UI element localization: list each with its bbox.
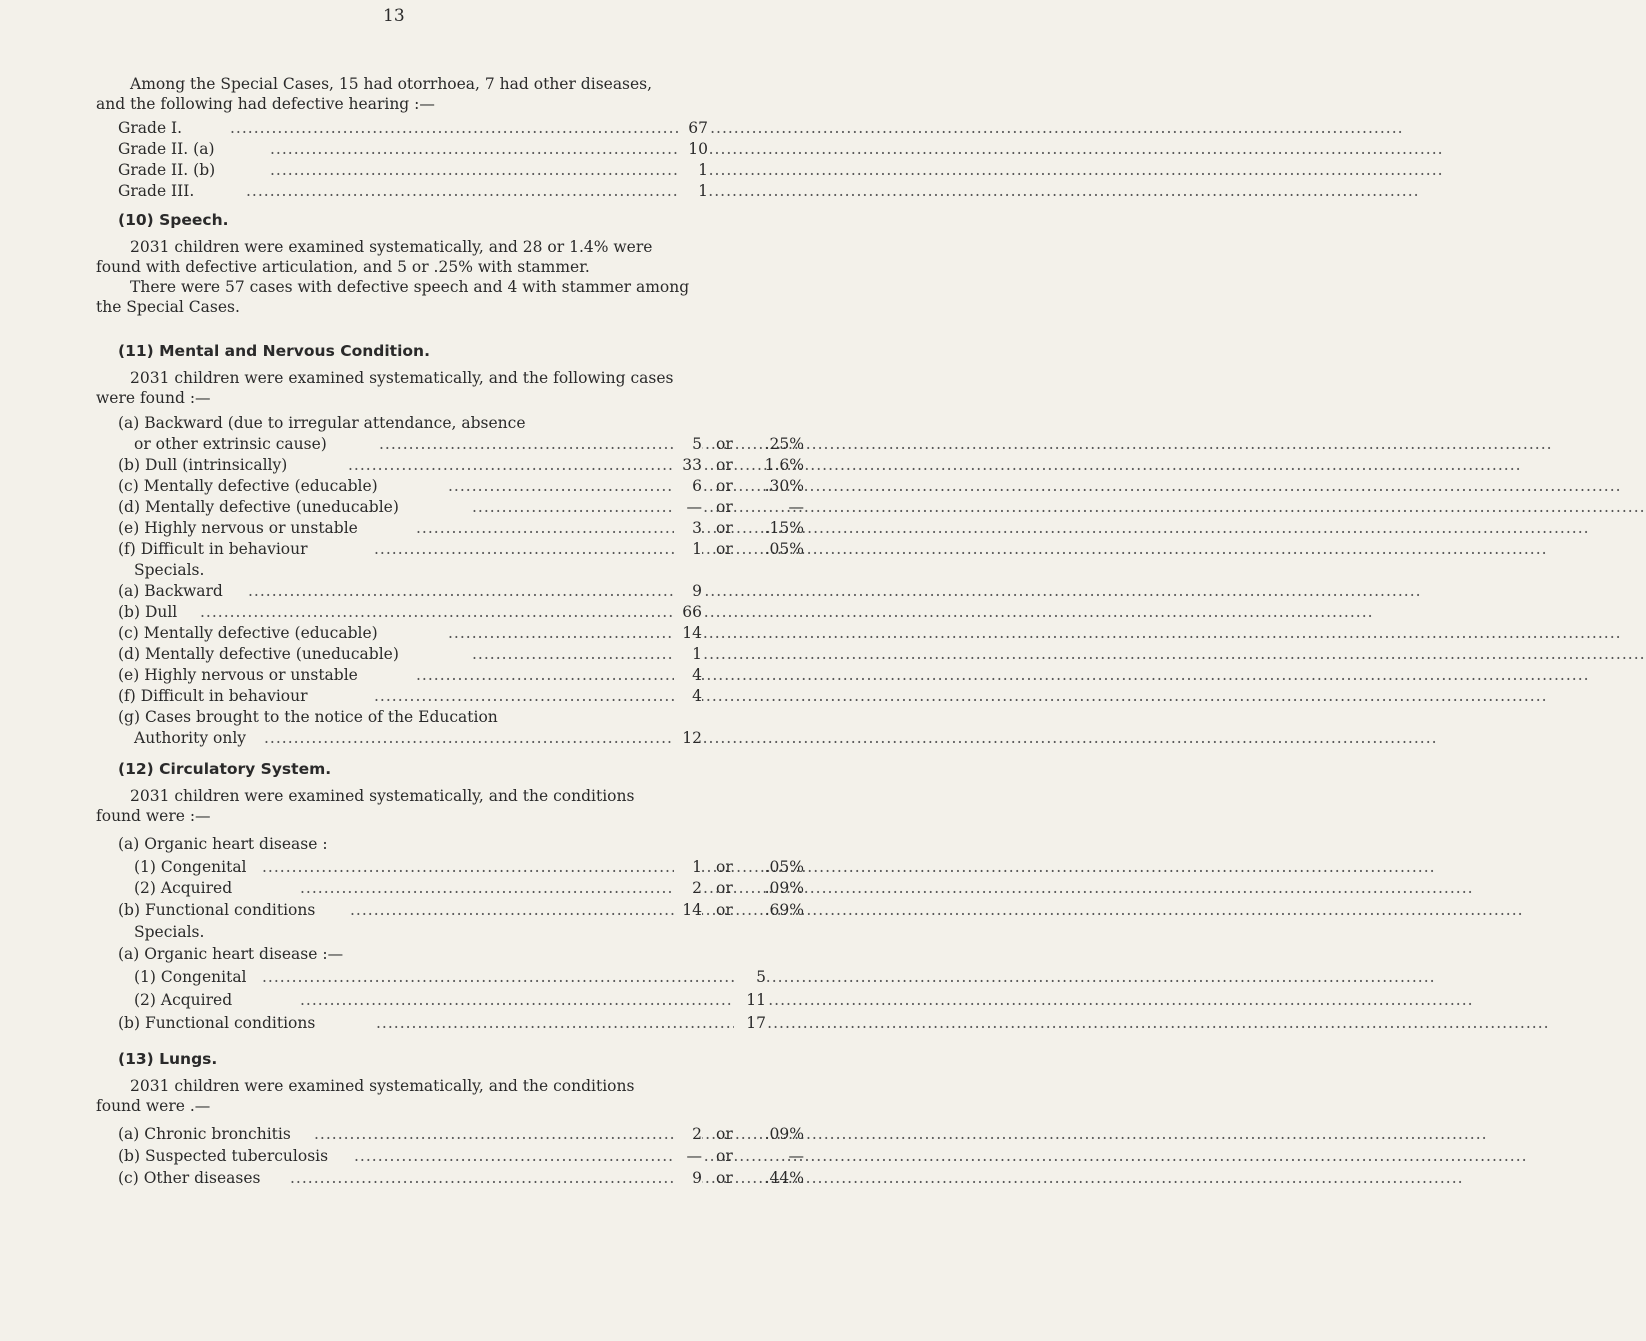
circulatory-percent: .05% <box>764 858 804 876</box>
leader-dots <box>379 434 679 454</box>
intro-paragraph <box>96 74 766 114</box>
mental-label: (a) Backward (due to irregular attendance, absence <box>118 414 526 432</box>
lungs-line: 2031 children were examined systematically, and the conditions <box>130 1077 635 1095</box>
leader-dots <box>230 118 680 138</box>
lungs-value: — <box>674 1146 702 1166</box>
mental-percent: .30% <box>764 477 804 495</box>
speech-line: There were 57 cases with defective speech and 4 with stammer among <box>130 278 690 296</box>
speech-paragraph <box>96 237 766 317</box>
page-number: 13 <box>383 6 405 26</box>
leader-dots <box>314 1124 678 1144</box>
leader-dots <box>264 728 678 748</box>
hearing-value: 1 <box>678 181 708 201</box>
mental-label: (b) Dull (intrinsically) <box>118 456 288 474</box>
special-value: 4 <box>674 686 702 706</box>
special-label: (f) Difficult in behaviour <box>118 687 308 705</box>
mental-line: 2031 children were examined systematically, and the following cases <box>130 369 674 387</box>
circulatory-label: (1) Congenital <box>134 858 247 876</box>
or-word: or <box>716 858 733 876</box>
or-word: or <box>716 1125 733 1143</box>
specials-label: Specials. <box>134 923 205 941</box>
specials-label: Specials. <box>134 561 205 579</box>
hearing-label: Grade II. (b) <box>118 161 216 179</box>
leader-dots <box>350 900 678 920</box>
special-value: 11 <box>734 990 766 1010</box>
leader-dots <box>472 497 678 517</box>
or-word: or <box>716 477 733 495</box>
lungs-percent: .09% <box>764 1125 804 1143</box>
leader-dots <box>300 878 679 898</box>
leader-dots <box>262 967 756 987</box>
lungs-value: 9 <box>674 1168 702 1188</box>
circulatory-line: 2031 children were examined systematically, and the conditions <box>130 787 635 805</box>
hearing-value: 10 <box>678 139 708 159</box>
leader-dots <box>290 1168 678 1188</box>
circulatory-value: 1 <box>674 857 702 877</box>
mental-paragraph <box>96 368 766 408</box>
intro-line-2: and the following had defective hearing :— <box>96 95 435 113</box>
lungs-heading: (13) Lungs. <box>118 1050 218 1068</box>
specials-organic-label: (a) Organic heart disease :— <box>118 945 344 963</box>
circulatory-percent: .69% <box>764 901 804 919</box>
special-label: (d) Mentally defective (uneducable) <box>118 645 399 663</box>
hearing-label: Grade I. <box>118 119 183 137</box>
hearing-label: Grade II. (a) <box>118 140 215 158</box>
or-word: or <box>716 498 733 516</box>
speech-line: the Special Cases. <box>96 298 240 316</box>
mental-heading: (11) Mental and Nervous Condition. <box>118 342 430 360</box>
lungs-label: (b) Suspected tuberculosis <box>118 1147 329 1165</box>
mental-percent: .15% <box>764 519 804 537</box>
mental-percent: .05% <box>764 540 804 558</box>
special-value: 9 <box>674 581 702 601</box>
leader-dots <box>300 990 756 1010</box>
leader-dots <box>262 857 679 877</box>
leader-dots <box>472 644 678 664</box>
special-label: (a) Backward <box>118 582 223 600</box>
circulatory-paragraph <box>96 786 766 826</box>
leader-dots <box>348 455 678 475</box>
leader-dots <box>246 181 680 201</box>
circulatory-label: (b) Functional conditions <box>118 901 316 919</box>
hearing-label: Grade III. <box>118 182 195 200</box>
mental-percent: .25% <box>764 435 804 453</box>
speech-line: 2031 children were examined systematically, and 28 or 1.4% were <box>130 238 653 256</box>
special-label: (g) Cases brought to the notice of the Education <box>118 708 498 726</box>
or-word: or <box>716 1169 733 1187</box>
special-value: 14 <box>674 623 702 643</box>
hearing-value: 67 <box>678 118 708 138</box>
mental-line: were found :— <box>96 389 211 407</box>
special-label: (c) Mentally defective (educable) <box>118 624 378 642</box>
special-label: (e) Highly nervous or unstable <box>118 666 358 684</box>
mental-label: (e) Highly nervous or unstable <box>118 519 358 537</box>
leader-dots <box>374 539 678 559</box>
intro-line-1: Among the Special Cases, 15 had otorrhoea, 7 had other diseases, <box>130 75 653 93</box>
mental-label: (d) Mentally defective (uneducable) <box>118 498 399 516</box>
hearing-value: 1 <box>678 160 708 180</box>
or-word: or <box>716 519 733 537</box>
lungs-value: 2 <box>674 1124 702 1144</box>
special-value: 5 <box>734 967 766 987</box>
mental-value: 1 <box>674 539 702 559</box>
mental-value: 33 <box>674 455 702 475</box>
special-label: Authority only <box>134 729 247 747</box>
mental-percent: 1.6% <box>764 456 804 474</box>
speech-line: found with defective articulation, and 5 or .25% with stammer. <box>96 258 590 276</box>
circulatory-heading: (12) Circulatory System. <box>118 760 332 778</box>
leader-dots <box>270 139 680 159</box>
document-page <box>0 0 804 1341</box>
special-label: (2) Acquired <box>134 991 233 1009</box>
circulatory-value: 2 <box>674 878 702 898</box>
lungs-percent: .44% <box>764 1169 804 1187</box>
special-label: (1) Congenital <box>134 968 247 986</box>
or-word: or <box>716 456 733 474</box>
special-value: 17 <box>734 1013 766 1033</box>
special-label: (b) Functional conditions <box>118 1014 316 1032</box>
leader-dots <box>376 1013 756 1033</box>
lungs-line: found were .— <box>96 1097 211 1115</box>
mental-label: (c) Mentally defective (educable) <box>118 477 378 495</box>
leader-dots <box>354 1146 678 1166</box>
or-word: or <box>716 540 733 558</box>
circulatory-label: (2) Acquired <box>134 879 233 897</box>
mental-value: 6 <box>674 476 702 496</box>
lungs-label: (c) Other diseases <box>118 1169 261 1187</box>
leader-dots <box>374 686 678 706</box>
leader-dots <box>416 518 678 538</box>
leader-dots <box>248 581 678 601</box>
circulatory-percent: .09% <box>764 879 804 897</box>
special-label: (b) Dull <box>118 603 178 621</box>
special-value: 12 <box>674 728 702 748</box>
leader-dots <box>448 476 678 496</box>
mental-label: (f) Difficult in behaviour <box>118 540 308 558</box>
mental-percent: — <box>788 498 804 516</box>
lungs-label: (a) Chronic bronchitis <box>118 1125 291 1143</box>
mental-value: 5 <box>676 434 702 454</box>
or-word: or <box>716 1147 733 1165</box>
mental-value: — <box>674 497 702 517</box>
lungs-percent: — <box>788 1147 804 1165</box>
leader-dots <box>448 623 678 643</box>
lungs-paragraph <box>96 1076 766 1116</box>
leader-dots <box>200 602 678 622</box>
mental-label: or other extrinsic cause) <box>134 435 327 453</box>
or-word: or <box>716 435 733 453</box>
or-word: or <box>716 879 733 897</box>
mental-value: 3 <box>674 518 702 538</box>
special-value: 66 <box>674 602 702 622</box>
leader-dots <box>270 160 680 180</box>
circulatory-line: found were :— <box>96 807 211 825</box>
special-value: 1 <box>674 644 702 664</box>
circulatory-value: 14 <box>674 900 702 920</box>
leader-dots <box>416 665 678 685</box>
speech-heading: (10) Speech. <box>118 211 229 229</box>
special-value: 4 <box>674 665 702 685</box>
organic-label: (a) Organic heart disease : <box>118 835 328 853</box>
or-word: or <box>716 901 733 919</box>
